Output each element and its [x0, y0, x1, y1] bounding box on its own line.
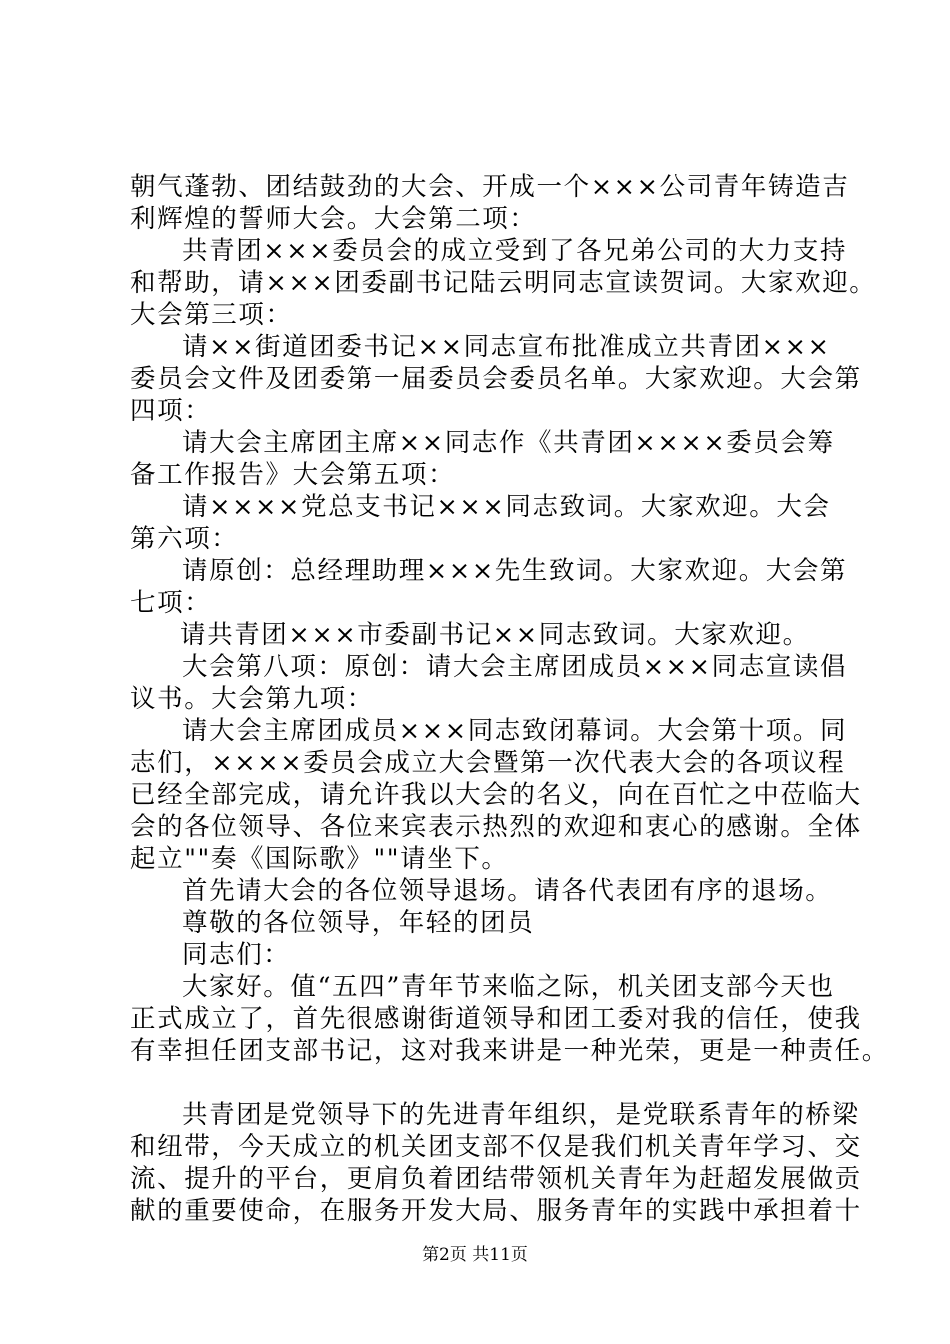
- text-line: 七项：: [130, 588, 212, 618]
- text-line: 起立""奏《国际歌》""请坐下。: [130, 844, 509, 874]
- text-line: 朝气蓬勃、团结鼓劲的大会、开成一个×××公司青年铸造吉: [130, 172, 850, 202]
- text-line: 有幸担任团支部书记，这对我来讲是一种光荣，更是一种责任。: [130, 1036, 889, 1066]
- text-line: 备工作报告》大会第五项：: [130, 460, 456, 490]
- text-line: 流、提升的平台，更肩负着团结带领机关青年为赶超发展做贡: [130, 1164, 862, 1194]
- text-line: 大家好。值“五四”青年节来临之际，机关团支部今天也: [182, 972, 835, 1002]
- text-line: 会的各位领导、各位来宾表示热烈的欢迎和衷心的感谢。全体: [130, 812, 862, 842]
- text-line: 利辉煌的誓师大会。大会第二项：: [130, 204, 537, 234]
- text-line: 请原创：总经理助理×××先生致词。大家欢迎。大会第: [182, 556, 848, 586]
- text-line: 献的重要使命，在服务开发大局、服务青年的实践中承担着十: [130, 1196, 862, 1226]
- text-line: 议书。大会第九项：: [130, 684, 374, 714]
- text-line: 共青团是党领导下的先进青年组织，是党联系青年的桥梁: [182, 1100, 860, 1130]
- text-line: 正式成立了，首先很感谢街道领导和团工委对我的信任，使我: [130, 1004, 862, 1034]
- text-line: 首先请大会的各位领导退场。请各代表团有序的退场。: [182, 876, 833, 906]
- page-number-footer: 第2页 共11页: [422, 1245, 528, 1265]
- text-line: 请共青团×××市委副书记××同志致词。大家欢迎。: [180, 620, 810, 650]
- text-line: 请××××党总支书记×××同志致词。大家欢迎。大会: [182, 492, 831, 522]
- text-line: 请大会主席团成员×××同志致闭幕词。大会第十项。同: [182, 716, 848, 746]
- text-line: 和纽带，今天成立的机关团支部不仅是我们机关青年学习、交: [130, 1132, 862, 1162]
- text-line: 四项：: [130, 396, 212, 426]
- text-line: 志们，××××委员会成立大会暨第一次代表大会的各项议程: [130, 748, 846, 778]
- text-line: 请大会主席团主席××同志作《共青团××××委员会筹: [182, 428, 835, 458]
- text-line: 尊敬的各位领导，年轻的团员: [182, 908, 535, 938]
- text-line: 大会第三项：: [130, 300, 293, 330]
- text-line: 大会第八项：原创：请大会主席团成员×××同志宣读倡: [182, 652, 848, 682]
- text-line: 已经全部完成，请允许我以大会的名义，向在百忙之中莅临大: [130, 780, 862, 810]
- text-line: 委员会文件及团委第一届委员会委员名单。大家欢迎。大会第: [130, 364, 862, 394]
- text-line: 请××街道团委书记××同志宣布批准成立共青团×××: [182, 332, 831, 362]
- text-line: 和帮助，请×××团委副书记陆云明同志宣读贺词。大家欢迎。: [130, 268, 877, 298]
- text-line: 共青团×××委员会的成立受到了各兄弟公司的大力支持: [182, 236, 848, 266]
- text-line: 同志们：: [182, 940, 291, 970]
- text-line: 第六项：: [130, 524, 239, 554]
